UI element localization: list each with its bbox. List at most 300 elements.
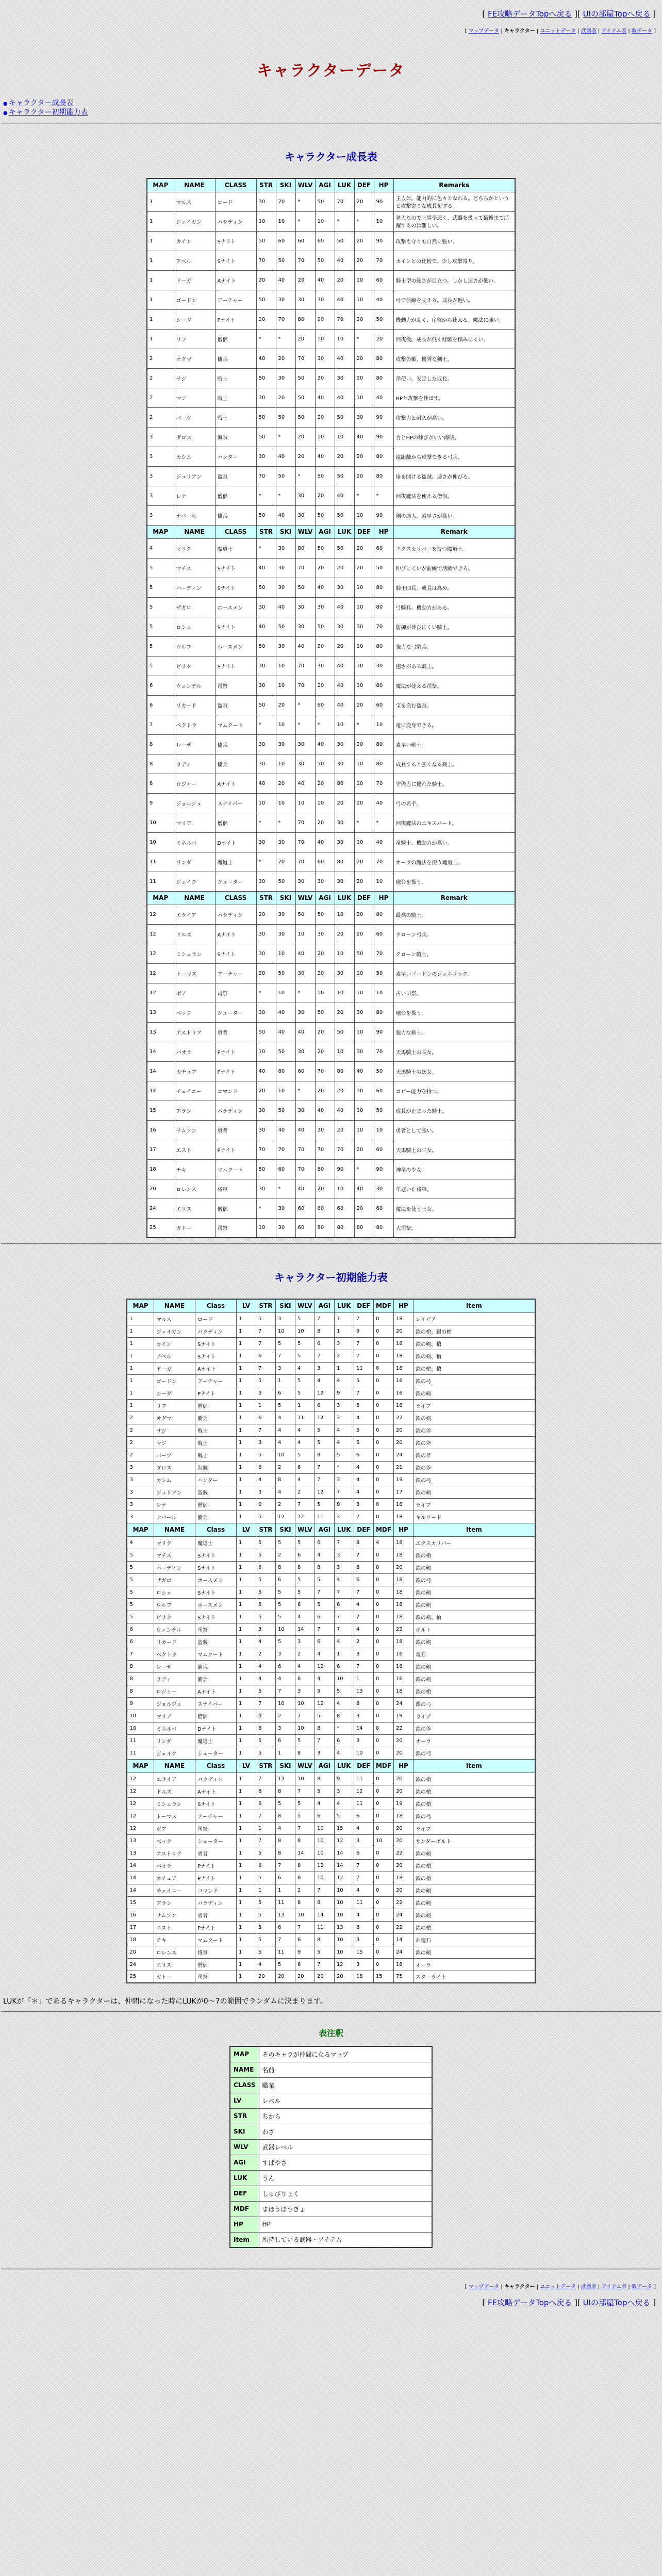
table-cell: 50 [276, 251, 295, 270]
table-cell: スターライト [413, 1971, 535, 1983]
table-cell: 22 [394, 1847, 413, 1859]
table-cell: 1 [236, 1971, 256, 1983]
table-cell: 7 [334, 1486, 354, 1498]
table-cell: 20 [315, 1022, 335, 1042]
table-cell: Sナイト [195, 1350, 236, 1362]
table-cell: * [276, 813, 295, 832]
bottom-nav: [ FE攻略データTopへ戻る ][ UIの部屋Topへ戻る ] [482, 2298, 656, 2307]
table-cell: 40 [315, 388, 335, 407]
table-cell: 8 [315, 1722, 334, 1734]
table-cell: 4 [354, 1412, 373, 1424]
table-row [127, 1312, 535, 1325]
table-cell: 2 [275, 1498, 295, 1511]
table-cell: 1 [147, 211, 174, 231]
table-cell: 7 [295, 1785, 315, 1797]
toc-link-growth[interactable]: キャラクター成長表 [8, 99, 74, 107]
table-cell: 1 [256, 1822, 275, 1834]
table-cell: 30 [354, 1042, 374, 1061]
table-row [147, 1218, 515, 1238]
table-cell: 60 [374, 1199, 393, 1218]
table-cell: 11 [275, 1946, 295, 1958]
sub-nav-enemy[interactable]: 敵データ [631, 28, 652, 34]
bottom-sub-nav-enemy[interactable]: 敵データ [631, 2284, 652, 2290]
table-cell: 魔道士 [195, 1536, 236, 1549]
table-cell: 30 [256, 734, 276, 754]
nav-ui-room-top[interactable]: UIの部屋Topへ戻る [583, 9, 651, 19]
table-cell: Sナイト [215, 617, 256, 636]
table-cell: 0 [373, 1797, 393, 1810]
table-cell: 3 [334, 1511, 354, 1523]
table-cell: 5 [315, 1436, 334, 1449]
table-cell: 1 [236, 1611, 256, 1623]
table-cell: 3 [354, 1933, 373, 1946]
table-cell: 10 [276, 754, 295, 774]
table-cell: 12 [334, 1958, 354, 1971]
bottom-sub-nav-map[interactable]: マップデータ [468, 2284, 500, 2290]
table-cell: 40 [335, 349, 354, 368]
table-cell: 3 [354, 1648, 373, 1660]
table-cell: 砲台を扱う。 [393, 872, 515, 891]
table-cell: 鉄の剣 [413, 1486, 535, 1498]
table-cell: 鉄の剣 [413, 1896, 535, 1909]
table-cell: オグマ [174, 349, 215, 368]
column-header: NAME [154, 1299, 195, 1312]
table-cell: 司祭 [215, 1218, 256, 1238]
table-cell: 4 [354, 1473, 373, 1486]
table-row [147, 715, 515, 734]
table-cell: 1 [127, 1350, 154, 1362]
table-cell: 0 [373, 1586, 393, 1598]
table-row [127, 1685, 535, 1697]
table-cell: 30 [256, 656, 276, 676]
table-cell: 40 [315, 578, 335, 597]
table-cell: Sナイト [215, 578, 256, 597]
table-cell: カチュア [174, 1061, 215, 1081]
table-cell: 90 [374, 231, 393, 251]
table-row [147, 734, 515, 754]
table-cell: Dナイト [215, 832, 256, 852]
table-cell: 22 [394, 1623, 413, 1635]
table-cell: 16 [394, 1387, 413, 1399]
table-cell: 30 [315, 349, 335, 368]
table-cell: 20 [394, 1785, 413, 1797]
table-cell: 1 [147, 251, 174, 270]
table-cell: 60 [315, 852, 335, 872]
table-cell: 1 [275, 1747, 295, 1759]
table-cell: 60 [295, 231, 315, 251]
table-cell: 斧使い。安定した成長。 [393, 368, 515, 388]
table-cell: 10 [354, 636, 374, 656]
table-cell: 3 [334, 1473, 354, 1486]
column-header: LUK [335, 525, 354, 538]
table-cell: 30 [295, 1042, 315, 1061]
table-cell: 5 [275, 1635, 295, 1648]
table-cell: 騎士団長。成長は高め。 [393, 578, 515, 597]
table-cell: シーダ [174, 309, 215, 329]
table-cell: 10 [334, 1909, 354, 1921]
table-cell: 砲台を扱う。 [393, 1003, 515, 1022]
table-cell: 4 [275, 1822, 295, 1834]
table-cell: 7 [334, 1536, 354, 1549]
table-cell: 力とHPの伸びがいい海賊。 [393, 427, 515, 447]
table-cell: マリク [174, 538, 215, 558]
table-cell: 60 [315, 695, 335, 715]
table-cell: 素早いゴードンのジェネリック。 [393, 963, 515, 983]
table-cell: 盗賊 [215, 695, 256, 715]
table-cell: 5 [295, 1387, 315, 1399]
table-cell: 30 [256, 388, 276, 407]
table-cell: 強力な弓騎兵。 [393, 636, 515, 656]
table-row [127, 1623, 535, 1635]
table-cell: 4 [295, 1660, 315, 1672]
table-cell: 6 [275, 1872, 295, 1884]
table-cell: 10 [147, 813, 174, 832]
table-cell: 2 [275, 1710, 295, 1722]
table-cell: 7 [315, 1734, 334, 1747]
bottom-sub-nav-unit[interactable]: ユニットデータ [540, 2284, 576, 2290]
table-cell: 1 [236, 1586, 256, 1598]
table-cell: 10 [354, 1747, 373, 1759]
table-cell: 鉄の剣 [413, 1946, 535, 1958]
table-cell: 3 [334, 1561, 354, 1573]
table-cell: 10 [354, 963, 374, 983]
column-header: CLASS [215, 178, 256, 192]
table-row [127, 1785, 535, 1797]
table-row [147, 211, 515, 231]
table-cell: 4 [334, 1635, 354, 1648]
table-cell: 1 [236, 1362, 256, 1374]
column-header: STR [256, 891, 276, 905]
table-cell: 1 [236, 1896, 256, 1909]
table-cell: 14 [354, 1722, 373, 1734]
table-cell: 鉄の剣、槍 [413, 1337, 535, 1350]
bottom-nav-ui-room-top[interactable]: UIの部屋Topへ戻る [583, 2298, 651, 2307]
table-cell: 5 [147, 636, 174, 656]
table-cell: ウェンデル [174, 676, 215, 695]
table-cell: 5 [256, 1685, 275, 1697]
table-cell: 16 [394, 1672, 413, 1685]
table-cell: * [295, 192, 315, 211]
table-row [147, 1022, 515, 1042]
table-cell: 攻撃も守りも自然に強い。 [393, 231, 515, 251]
table-cell: 10 [276, 793, 295, 813]
table-cell: 18 [394, 1573, 413, 1586]
table-cell: 7 [256, 1424, 275, 1436]
table-cell: 回復魔法を使える僧侶。 [393, 486, 515, 505]
table-cell: エライア [154, 1773, 195, 1785]
table-cell: 8 [256, 1722, 275, 1734]
table-cell: 20 [394, 1884, 413, 1896]
table-cell: 1 [236, 1325, 256, 1337]
table-cell: 銀の弓 [413, 1697, 535, 1710]
table-cell: 弓で前線を支える。成長が遅い。 [393, 290, 515, 309]
table-cell: 6 [315, 1399, 334, 1412]
table-cell: 50 [276, 963, 295, 983]
table-cell: 10 [127, 1722, 154, 1734]
table-cell: Aナイト [195, 1785, 236, 1797]
table-cell: エスト [174, 1140, 215, 1159]
table-cell: 70 [315, 1140, 335, 1159]
table-cell: 90 [374, 192, 393, 211]
table-cell: 40 [295, 1022, 315, 1042]
table-cell: 5 [295, 1449, 315, 1461]
table-cell: 司祭 [195, 1623, 236, 1635]
sub-nav-unit[interactable]: ユニットデータ [540, 28, 576, 34]
table-cell: 6 [256, 1561, 275, 1573]
table-row [127, 1387, 535, 1399]
table-cell: 5 [354, 1399, 373, 1412]
table-cell: 7 [334, 1623, 354, 1635]
table-cell: 20 [147, 1179, 174, 1199]
table-cell: 3 [256, 1387, 275, 1399]
table-cell: 2 [295, 1884, 315, 1896]
table-cell: 10 [275, 1325, 295, 1337]
table-cell: 30 [295, 486, 315, 505]
table-cell: 司祭 [215, 676, 256, 695]
table-cell: 5 [334, 1449, 354, 1461]
table-cell: 鉄の剣 [413, 1412, 535, 1424]
table-cell: アーチャー [215, 290, 256, 309]
table-cell: 12 [127, 1773, 154, 1785]
table-cell: 20 [295, 329, 315, 349]
table-cell: 20 [374, 329, 393, 349]
table-cell: 3 [354, 1498, 373, 1511]
bottom-sub-nav-item[interactable]: アイテム表 [601, 2284, 627, 2290]
table-cell: 2 [127, 1424, 154, 1436]
table-cell: チキ [174, 1159, 215, 1179]
bottom-nav-fe-data-top[interactable]: FE攻略データTopへ戻る [487, 2298, 572, 2307]
table-row [127, 1325, 535, 1337]
table-cell: 20 [354, 1140, 374, 1159]
table-cell: 80 [354, 1218, 374, 1238]
table-cell: リカード [174, 695, 215, 715]
column-header: STR [256, 525, 276, 538]
table-cell: 20 [354, 1199, 374, 1218]
table-cell: 20 [276, 349, 295, 368]
sub-nav-item[interactable]: アイテム表 [601, 28, 627, 34]
table-cell: 3 [354, 1710, 373, 1722]
table-cell: 20 [354, 466, 374, 486]
table-cell: 5 [147, 597, 174, 617]
table-cell: 1 [127, 1387, 154, 1399]
table-cell: 0 [373, 1498, 393, 1511]
table-cell: 20 [276, 388, 295, 407]
table-cell: シューター [215, 872, 256, 891]
table-cell: 攻撃力と耐久が高い。 [393, 407, 515, 427]
table-cell: リフ [174, 329, 215, 349]
table-cell: 20 [394, 1834, 413, 1847]
table-cell: 60 [374, 924, 393, 944]
table-cell: Sナイト [195, 1561, 236, 1573]
toc-link-init[interactable]: キャラクター初期能力表 [8, 108, 88, 117]
table-cell: * [354, 329, 374, 349]
table-row [147, 1199, 515, 1218]
table-cell: 鉄の斧 [413, 1461, 535, 1473]
table-cell: 6 [275, 1734, 295, 1747]
table-cell: 5 [256, 1573, 275, 1586]
table-cell: 10 [256, 1042, 276, 1061]
table-cell: 9 [315, 1685, 334, 1697]
table-cell: 30 [256, 676, 276, 695]
table-cell: 40 [295, 944, 315, 963]
table-cell: 5 [256, 1312, 275, 1325]
table-header-row [127, 1523, 535, 1536]
table-cell: 10 [335, 905, 354, 924]
table-cell: 勇者 [215, 1022, 256, 1042]
table-cell: 0 [373, 1710, 393, 1722]
table-cell: 11 [354, 1773, 373, 1785]
table-cell: 30 [276, 924, 295, 944]
table-cell: 勇者 [215, 1120, 256, 1140]
table-cell: 0 [373, 1486, 393, 1498]
table-cell: 4 [334, 1374, 354, 1387]
table-row [127, 1461, 535, 1473]
legend-key: LV [230, 2093, 259, 2108]
table-cell: 4 [275, 1424, 295, 1436]
table-cell: 7 [354, 1387, 373, 1399]
table-cell: 60 [295, 1218, 315, 1238]
column-header: Item [413, 1299, 535, 1312]
table-cell: 5 [256, 1847, 275, 1859]
table-cell: 18 [394, 1536, 413, 1549]
table-cell: 18 [394, 1635, 413, 1648]
table-cell: 5 [256, 1734, 275, 1747]
table-cell: 4 [354, 1822, 373, 1834]
table-cell: シューター [195, 1747, 236, 1759]
table-cell: ラディ [174, 754, 215, 774]
column-header: AGI [315, 891, 335, 905]
table-cell: 3 [275, 1722, 295, 1734]
column-header: Item [413, 1523, 535, 1536]
table-cell: 鉄の槍 [413, 1797, 535, 1810]
table-cell: ラディ [154, 1672, 195, 1685]
table-cell: 2 [256, 1648, 275, 1660]
table-cell: 8 [295, 1872, 315, 1884]
table-row [147, 793, 515, 813]
table-cell: ドルズ [154, 1785, 195, 1797]
table-cell: 17 [127, 1921, 154, 1933]
table-cell: 70 [335, 1140, 354, 1159]
table-cell: Aナイト [215, 270, 256, 290]
table-cell: 20 [315, 774, 335, 793]
table-cell: ジェイガン [154, 1325, 195, 1337]
table-cell: 10 [334, 1884, 354, 1896]
table-cell: 2 [295, 1486, 315, 1498]
sub-nav-map[interactable]: マップデータ [468, 28, 500, 34]
table-cell: 8 [295, 1561, 315, 1573]
table-cell: 21 [394, 1461, 413, 1473]
table-cell: 10 [256, 1218, 276, 1238]
bottom-sub-nav-character-current: キャラクター [504, 2284, 535, 2290]
table-cell: 1 [127, 1374, 154, 1387]
nav-fe-data-top[interactable]: FE攻略データTopへ戻る [487, 9, 572, 19]
table-cell: 3 [295, 1685, 315, 1697]
table-cell: 5 [127, 1549, 154, 1561]
table-cell: 5 [315, 1573, 334, 1586]
table-cell: 1 [127, 1399, 154, 1412]
table-cell: * [315, 715, 335, 734]
table-cell: ロシェ [154, 1586, 195, 1598]
column-header: DEF [354, 525, 374, 538]
table-cell: 30 [315, 872, 335, 891]
table-cell: 10 [295, 1722, 315, 1734]
table-cell: 5 [315, 1785, 334, 1797]
table-cell: ライブ [413, 1498, 535, 1511]
table-cell: 回復役。成長が低く経験を積みにくい。 [393, 329, 515, 349]
table-cell: 4 [256, 1473, 275, 1486]
table-cell: 0 [373, 1884, 393, 1896]
table-cell: 20 [256, 1971, 275, 1983]
table-cell: 30 [276, 290, 295, 309]
table-cell: 50 [295, 407, 315, 427]
table-header-row [127, 1299, 535, 1312]
table-cell: 4 [256, 1672, 275, 1685]
table-cell: 4 [315, 1549, 334, 1561]
table-cell: 20 [335, 1081, 354, 1101]
table-cell: 13 [275, 1773, 295, 1785]
table-row [147, 231, 515, 251]
table-cell: 1 [236, 1847, 256, 1859]
table-cell: 1 [147, 231, 174, 251]
table-cell: マルス [174, 192, 215, 211]
table-row [127, 1946, 535, 1958]
table-cell: Pナイト [215, 1140, 256, 1159]
table-cell: 10 [295, 793, 315, 813]
legend-value: そのキャラが仲間になるマップ [259, 2046, 432, 2062]
table-cell: 8 [295, 1834, 315, 1847]
table-cell: 40 [374, 832, 393, 852]
table-cell: 0 [373, 1461, 393, 1473]
table-cell: * [295, 715, 315, 734]
table-cell: パラディン [215, 905, 256, 924]
table-cell: 14 [295, 1847, 315, 1859]
table-cell: 20 [354, 538, 374, 558]
table-cell: 18 [394, 1511, 413, 1523]
table-row [147, 774, 515, 793]
table-cell: 70 [276, 192, 295, 211]
table-cell: 防御が伸びにくい騎士。 [393, 617, 515, 636]
table-cell: 戦士 [215, 388, 256, 407]
table-cell: 11 [147, 852, 174, 872]
column-header: LUK [334, 1299, 354, 1312]
table-cell: 14 [295, 1623, 315, 1635]
table-cell: Pナイト [195, 1921, 236, 1933]
table-row [147, 617, 515, 636]
table-row [127, 1859, 535, 1872]
column-header: SKI [276, 178, 295, 192]
table-cell: 60 [295, 1061, 315, 1081]
table-cell: 10 [354, 270, 374, 290]
sub-nav-weapon[interactable]: 武器表 [581, 28, 597, 34]
table-cell: 20 [354, 852, 374, 872]
table-cell: 10 [335, 944, 354, 963]
table-cell: 11 [275, 1896, 295, 1909]
table-cell: Sナイト [195, 1337, 236, 1350]
table-cell: 騎士型の硬さが目立つ。しかし速さが低い。 [393, 270, 515, 290]
column-header: NAME [174, 178, 215, 192]
table-cell: 50 [276, 617, 295, 636]
table-cell: 30 [354, 617, 374, 636]
table-cell: 50 [354, 944, 374, 963]
table-cell: オーラの魔法を使う魔道士。 [393, 852, 515, 872]
table-cell: 30 [295, 290, 315, 309]
bottom-sub-nav-weapon[interactable]: 武器表 [581, 2284, 597, 2290]
table-cell: 70 [295, 852, 315, 872]
table-cell: 80 [335, 774, 354, 793]
table-cell: 戦士 [215, 407, 256, 427]
table-cell: 10 [315, 427, 335, 447]
column-header: WLV [295, 178, 315, 192]
